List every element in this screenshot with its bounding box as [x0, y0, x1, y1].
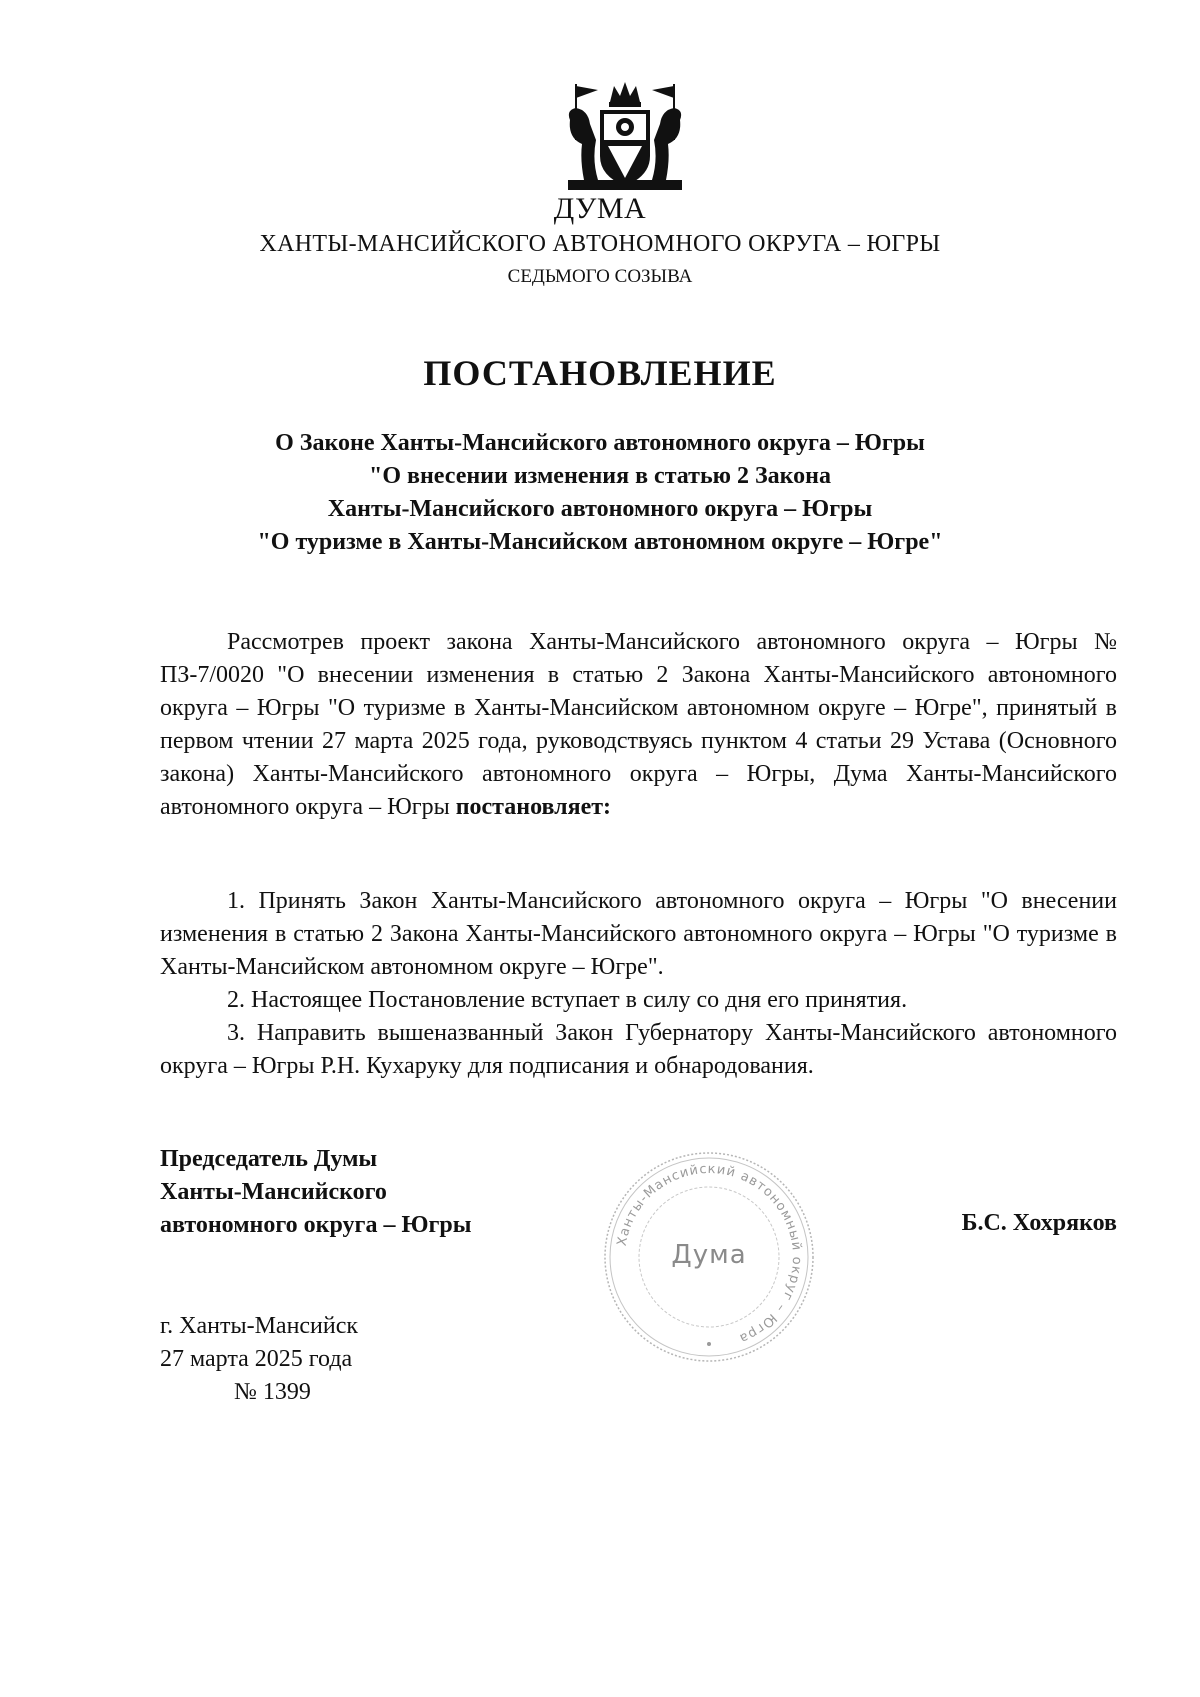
stamp-center-text: Дума [671, 1240, 747, 1270]
title-line: Ханты-Мансийского автономного округа – Югры [327, 496, 873, 522]
decision-item: 3. Направить вышеназванный Закон Губернатору Ханты-Мансийского автономного округа – Югры Р.Н. Кухаруку для подписания и обнародования. [160, 1020, 1117, 1079]
region-name: ХАНТЫ-МАНСИЙСКОГО АВТОНОМНОГО ОКРУГА – ЮГРЫ [259, 231, 941, 257]
position-line: Председатель Думы [160, 1146, 378, 1172]
preamble-text: Рассмотрев проект закона Ханты-Мансийского автономного округа – Югры № ПЗ-7/0020 "О внесении изменения в статью 2 Закона Ханты-Мансийского автономного округа – Югры "О туризме в Ханты-Мансийском автономном округе – Югре", принятый в первом чтении 27 марта 2025 года, руководствуясь пунктом 4 статьи 29 Устава (Основного закона) Ханты-Мансийского автономного округа – Югры, Дума Ханты-Мансийского автономного округа – Югры [160, 629, 1117, 820]
title-line: О Законе Ханты-Мансийского автономного округа – Югры [275, 430, 925, 456]
document-type: ПОСТАНОВЛЕНИЕ [423, 353, 777, 393]
position-line: автономного округа – Югры [160, 1212, 472, 1238]
title-line: "О туризме в Ханты-Мансийском автономном округе – Югре" [257, 529, 943, 555]
date: 27 марта 2025 года [160, 1346, 353, 1372]
decision-list [160, 885, 1117, 1083]
stamp-ring-text: Ханты-Мансийский автономный округ – Югра [614, 1161, 805, 1347]
document-header [0, 192, 1200, 290]
signatory-name: Б.С. Хохряков [961, 1210, 1117, 1236]
position-line: Ханты-Мансийского [160, 1179, 387, 1205]
document-title [160, 427, 1040, 559]
decision-item: 1. Принять Закон Ханты-Мансийского автономного округа – Югры "О внесении изменения в статью 2 Закона Ханты-Мансийского автономного округа – Югры "О туризме в Ханты-Мансийском автономном округе – Югре". [160, 888, 1117, 980]
organization-name: ДУМА [553, 192, 647, 225]
resolves-word: постановляет: [455, 794, 612, 820]
official-stamp [600, 1148, 818, 1366]
coat-of-arms-emblem [562, 80, 688, 196]
preamble [160, 626, 1117, 824]
place: г. Ханты-Мансийск [160, 1313, 359, 1339]
place-and-date [160, 1310, 358, 1409]
convocation: СЕДЬМОГО СОЗЫВА [507, 266, 693, 287]
signatory-position [160, 1143, 471, 1242]
decision-item: 2. Настоящее Постановление вступает в силу со дня его принятия. [227, 987, 908, 1013]
document-number: № 1399 [234, 1379, 311, 1405]
title-line: "О внесении изменения в статью 2 Закона [369, 463, 831, 489]
